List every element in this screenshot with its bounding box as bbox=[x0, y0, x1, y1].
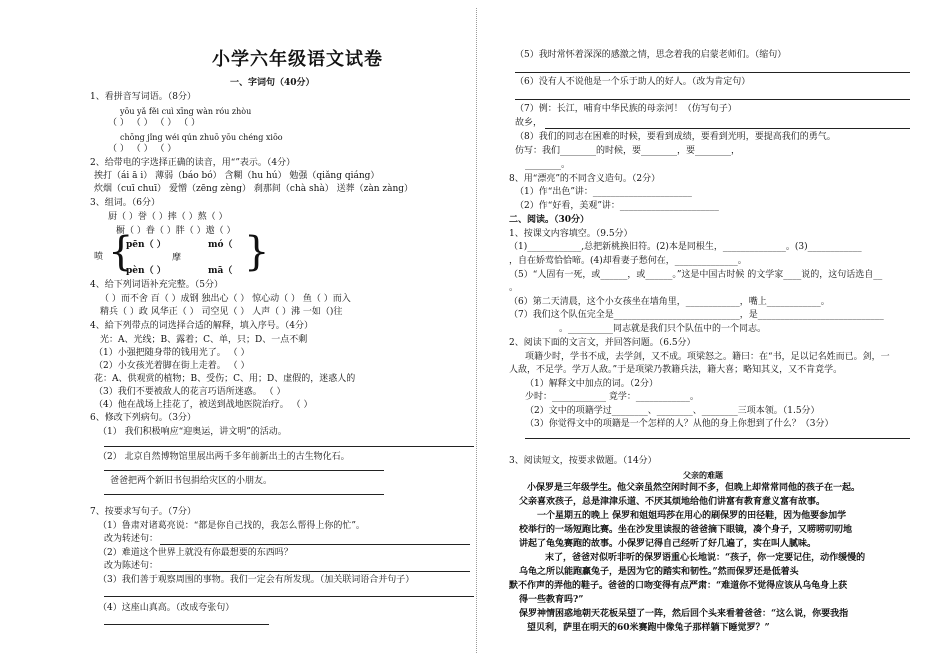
r1-prompt: 1、按课文内容填空。（9.5分） bbox=[509, 229, 633, 239]
answer-line bbox=[545, 128, 910, 129]
q7-label-2: 改为陈述句： bbox=[104, 561, 159, 571]
r3-para-3b: 乌龟之所以能跑赢兔子，是因为它的踏实和韧性。”然而保罗还是低着头 bbox=[519, 567, 799, 577]
q5-sentence-3: （3）我们不要被敌人的花言巧语所迷惑。 （ ） bbox=[94, 387, 286, 397]
r2-question-1: （1）解释文中加点的词。（2分） bbox=[525, 379, 658, 389]
column-divider bbox=[476, 8, 477, 653]
q5-prompt: 4、給下列带点的词选择合适的解释，填入序号。（4分） bbox=[90, 321, 313, 331]
r1-line-2: ，自在娇莺恰恰啼。(4)却看妻子愁何在，______________。 bbox=[509, 256, 747, 266]
q8-prompt: 8、用“漂亮”的不同含义造句。（2分） bbox=[509, 174, 661, 184]
q1-pinyin-row2: chōng jǐng wéi qún zhuō yōu chéng xiōo bbox=[120, 133, 283, 142]
q4-prompt: 4、给下列词语补充完整。（5分） bbox=[90, 280, 223, 290]
answer-line bbox=[104, 624, 269, 625]
q2-row1: 挨打（ái ā i） 薄弱（báo bó） 含糊（hu hú） 勉强（qiǎng qiáng） bbox=[94, 171, 380, 181]
r1-line-1: （1)____________,总把新桃换旧符。(2)本是同根生，______________。(3)____________ bbox=[509, 242, 862, 252]
r3-para-3a: 末了，爸爸对似听非听的保罗语重心长地说：“孩子，你一定要记住，动作缓慢的 bbox=[545, 553, 866, 563]
r2-question-3: （3）你觉得文中的项籍是一个怎样的人？从他的身上你想到了什么？（3分） bbox=[525, 419, 834, 429]
q2-row2: 炊烟（cuī chuī） 爱憎（zēng zèng） 刹那间（chà shà） 送葬（zàn zàng） bbox=[94, 184, 414, 194]
page-title: 小学六年级语文试卷 bbox=[212, 49, 383, 70]
r3-para-2b: 校举行的一场短跑比赛。坐在沙发里读报的爸爸摘下眼镜，凑个身子，又唠唠叨叨地 bbox=[519, 525, 853, 535]
q1-answer-row2: （ ） （ ） （ ） bbox=[108, 144, 177, 154]
r2-passage-2: 人敌，不足学。学万人敌。”于是项梁乃教籍兵法，籍大喜；略知其义，又不肯竟学。 bbox=[509, 365, 843, 375]
passage-title: 父亲的难题 bbox=[683, 470, 723, 480]
q3-row2: 橱（ ）眷（ ）胖（ ）遨（ ） bbox=[116, 226, 236, 236]
answer-line bbox=[160, 571, 470, 572]
r2-prompt: 2、阅读下面的文言文，并回答问题。（6.5分） bbox=[509, 338, 696, 348]
q7-sentence-6: （6）没有人不说他是一个乐于助人的好人。（改为肯定句） bbox=[515, 77, 751, 87]
q3-prompt: 3、组词。（6分） bbox=[90, 198, 160, 208]
q7-sentence-7: （7）例：长江，哺育中华民族的母亲河！（仿写句子） bbox=[515, 104, 737, 114]
q1-prompt: 1、看拼音写词语。（8分） bbox=[90, 92, 196, 102]
right-brace-icon: } bbox=[244, 229, 270, 275]
q5-sentence-2: （2）小女孩光着脚在街上走着。 （ ） bbox=[94, 361, 250, 371]
q7-sentence-8: （8）我们的同志在困难的时候，要看到成绩，要看到光明，要提高我们的勇气。 bbox=[515, 132, 836, 142]
q8-sentence-2: （2）作“好看，美观”讲：______________________ bbox=[515, 201, 719, 211]
section-1-heading: 一、字词句（40分） bbox=[230, 78, 315, 88]
answer-line bbox=[104, 470, 384, 471]
r3-para-4b: 望贝利，萨里在明天的60米赛跑中像兔子那样躺下睡觉罗？” bbox=[527, 623, 770, 633]
q4-row1: （ ）而不舍 百（ ）成钢 独出心（ ） 惊心动（ ） 鱼（ ）而入 bbox=[100, 294, 351, 304]
section-2-heading: 二、阅读。（30分） bbox=[509, 215, 590, 225]
q7-label-1: 改为转述句： bbox=[104, 534, 159, 544]
answer-line bbox=[515, 99, 910, 100]
r1-line-7: （7）我们这个队伍完全是____________________________，是____________________________ bbox=[509, 310, 884, 320]
q7-sentence-3: （3）我们善于观察周围的事物。我们一定会有所发现。（加关联词语合并句子） bbox=[98, 575, 415, 585]
q3-mo1: mó（ bbox=[208, 240, 233, 250]
r3-para-2c: 讲起了龟兔赛跑的故事。小保罗记得自己经听了好几遍了，实在叫人腻味。 bbox=[519, 539, 817, 549]
q7-imitate-8b: ________。 bbox=[525, 160, 571, 170]
answer-line bbox=[104, 596, 474, 597]
q3-row1: 厨（ ）誉（ ）摔（ ）熬（ ） bbox=[108, 212, 228, 222]
r1-line-6: （6）第二天清晨，这个小女孩坐在墙角里，____________，嘴上____________。 bbox=[509, 297, 830, 307]
left-brace-icon: { bbox=[108, 229, 134, 275]
r3-para-2a: 一个星期五的晚上 保罗和姐姐玛莎在用心的刷保罗的田径鞋，因为他要参加学 bbox=[537, 511, 847, 521]
r3-para-1b: 父亲喜欢孩子，总是津津乐道、不厌其烦地给他们讲富有教育意义富有故事。 bbox=[519, 497, 826, 507]
q1-pinyin-row1: yōu yǎ fěi cuì xīng wàn róu zhòu bbox=[120, 107, 252, 116]
q2-prompt: 2、给带电的字选择正确的读音，用“”表示。（4分） bbox=[90, 158, 296, 168]
q7-label-7: 故乡， bbox=[515, 118, 543, 128]
r3-para-3c: 默不作声的弄他的鞋子。爸爸的口吻变得有点严肃：“难道你不觉得应该从乌龟身上获 bbox=[509, 581, 848, 591]
q7-sentence-1: （1）鲁肃对诸葛亮说：“都是你自己找的，我怎么帮得上你的忙”。 bbox=[98, 521, 365, 531]
q7-prompt: 7、按要求写句子。（7分） bbox=[90, 507, 196, 517]
q5-sentence-4: （4）他在战场上挂花了，被送到战地医院治疗。 （ ） bbox=[94, 400, 313, 410]
answer-line bbox=[104, 446, 474, 447]
q7-imitate-8: 仿写：我们________的时候，要________，要________， bbox=[515, 146, 741, 156]
r3-para-4a: 保罗神情困惑地朝天花板呆望了一阵，然后回个头来看着爸爸：“这么说，你要我指 bbox=[519, 609, 849, 619]
q7-sentence-5: （5）我时常怀着深深的感激之情，思念着我的启蒙老师们。（缩句） bbox=[515, 50, 787, 60]
q8-sentence-1: （1）作“出色”讲：______________________ bbox=[515, 187, 692, 197]
r1-line-5b: 。 bbox=[509, 283, 519, 293]
answer-line bbox=[525, 438, 910, 439]
answer-line bbox=[515, 72, 910, 73]
q5-options-2: 花：A、供观赏的植物；B、受伤；C、用；D、虚假的，迷惑人的 bbox=[94, 374, 356, 384]
r3-para-3d: 得一些教育吗?” bbox=[519, 595, 584, 605]
q3-poly-char: 喷 bbox=[94, 252, 104, 262]
q1-answer-row1: （ ） （ ） （ ） （ ） bbox=[108, 118, 201, 128]
r2-question-2: （2）文中的项籍学过________、________、________三项本领。（1.5分） bbox=[525, 406, 820, 416]
q6-prompt: 6、修改下列病句。（3分） bbox=[90, 413, 196, 423]
r1-line-7b: 。__________同志就是我们只个队伍中的一个同志。 bbox=[559, 324, 767, 334]
r2-passage-1: 项籍少时，学书不成，去学剑，又不成。项梁怒之。籍曰：在“书，足以记名姓而已。剑，一 bbox=[525, 352, 890, 362]
q6-sentence-2: （2） 北京自然博物馆里展出两千多年前新出土的古生物化石。 bbox=[98, 452, 350, 462]
q5-sentence-1: （1）小强把随身带的钱用光了。 （ ） bbox=[94, 348, 250, 358]
q5-options-1: 光：A、光线；B、露着；C、单，只；D、一点不剩 bbox=[100, 335, 308, 345]
q3-pen1: pēn（ ） bbox=[126, 240, 166, 250]
r2-question-1-answer: 少时：____________ 竟学：____________。 bbox=[525, 392, 699, 402]
r3-prompt: 3、阅读短文，按要求做题。（14分） bbox=[509, 456, 657, 466]
q7-sentence-4: （4）这座山真高。（改成夸张句） bbox=[98, 603, 235, 613]
q6-sentence-1: （1） 我们积极响应“迎奥运，讲文明”的活动。 bbox=[98, 427, 287, 437]
q3-pen2: pèn（ ） bbox=[126, 266, 166, 276]
q3-mo2: mā（ bbox=[208, 266, 233, 276]
answer-line bbox=[160, 544, 470, 545]
q7-sentence-2: （2）难道这个世界上就没有你最想要的东西吗？ bbox=[98, 548, 293, 558]
q3-mo-char: 摩 bbox=[172, 253, 182, 263]
r1-line-5: （5）“人固有一死，或______，或______。”这是中国古时候 的文学家____说的，这句话选自__ bbox=[509, 270, 883, 280]
r3-para-1a: 小保罗是三年级学生。他父亲虽然空闲时间不多，但晚上却常常同他的孩子在一起。 bbox=[527, 483, 861, 493]
answer-line bbox=[104, 494, 384, 495]
q4-row2: 精兵（ ）政 风华正（ ） 司空见（ ） 人声（ ）沸 一如（)往 bbox=[100, 307, 343, 317]
q6-sentence-3: 爸爸把两个新旧书包捐给灾区的小朋友。 bbox=[110, 476, 273, 486]
